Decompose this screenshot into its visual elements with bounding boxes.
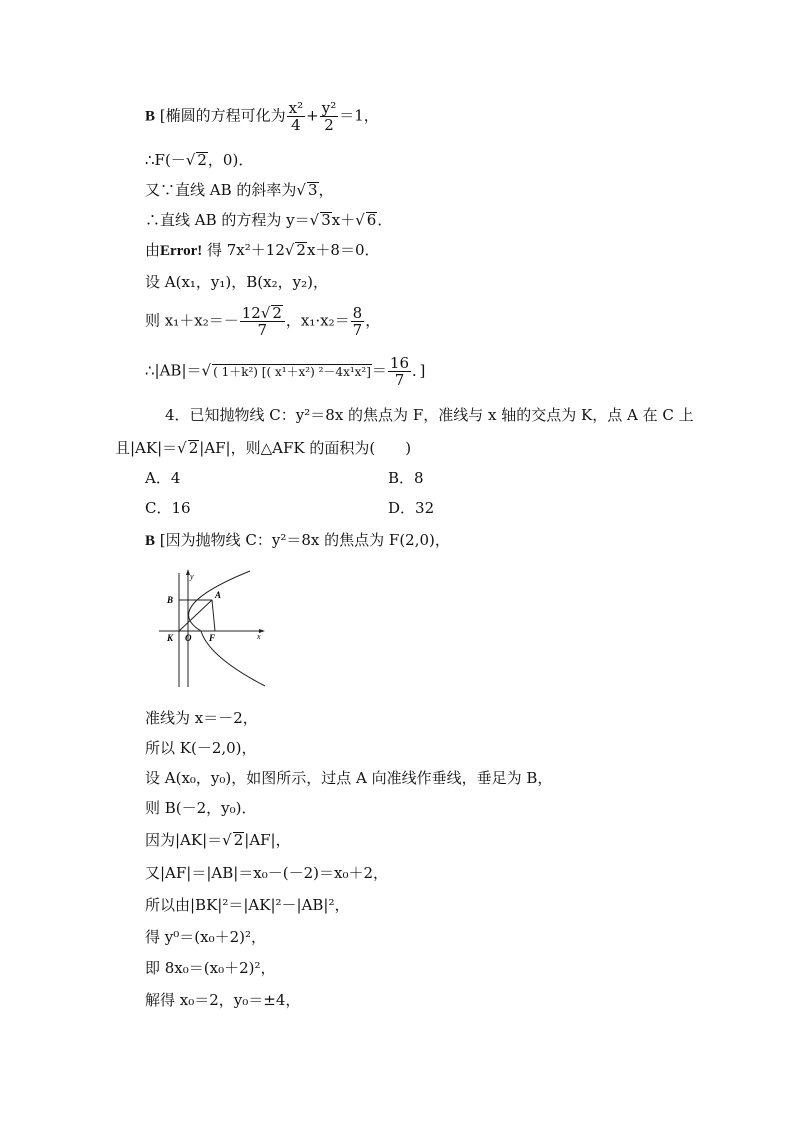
label-o: O: [185, 633, 192, 643]
answer-label: B: [145, 533, 156, 549]
solution4-step6: 又|AF|＝|AB|＝x₀－(－2)＝x₀＋2，: [145, 864, 389, 882]
question4-stem-line2: 且|AK|＝√ 2|AF|，则△AFK 的面积为( ): [115, 439, 412, 457]
label-x: x: [257, 632, 261, 641]
fraction: $\frac{\text{y²}}{2}$: [321, 99, 337, 134]
parabola-diagram: [155, 565, 270, 690]
parabola-curve: [189, 571, 265, 686]
fraction: $\frac{8}{7}$: [352, 304, 363, 339]
solution4-step8: 得 y⁰＝(x₀＋2)²，: [145, 928, 266, 946]
solution4-step5: 因为|AK|＝√ 2|AF|，: [145, 831, 291, 849]
solution4-intro: B [因为抛物线 C：y²＝8x 的焦点为 F(2,0)，: [145, 531, 450, 549]
solution3-line2: ∴F(－√ 2，0)．: [145, 151, 254, 169]
option-b[interactable]: B．8: [388, 469, 424, 487]
fraction: $\frac{\text{x²}}{4}$: [288, 99, 304, 134]
segment-ak: [179, 600, 212, 631]
solution3-line3: 又∵直线 AB 的斜率为√ 3，: [145, 181, 334, 199]
label-y: y: [190, 572, 194, 581]
solution4-step4: 则 B(－2，y₀)．: [145, 799, 257, 817]
option-a[interactable]: A．4: [145, 469, 181, 487]
segment-af: [212, 600, 215, 631]
solution4-step2: 所以 K(－2,0)，: [145, 739, 257, 757]
solution3-line5: 由Error! 得 7x²＋12√ 2x＋8＝0．: [145, 241, 380, 259]
fraction: $\frac{12√ 2}{7}$: [240, 305, 285, 338]
label-b: B: [167, 595, 174, 605]
solution4-step10: 解得 x₀＝2，y₀＝±4，: [145, 991, 301, 1009]
solution3-line4: ∴直线 AB 的方程为 y＝√ 3x＋√ 6．: [145, 211, 393, 229]
solution3-line6: 设 A(x₁，y₁)，B(x₂，y₂)，: [145, 273, 328, 291]
solution3-line1: B [椭圆的方程可化为 $\frac{\text{x²}}{4}$ + $\frac{\text{y²}}{2}$ ＝1，: [145, 99, 379, 134]
label-f: F: [209, 633, 216, 643]
solution3-line7: 则 x₁＋x₂＝－ $\frac{12√ 2}{7}$ ，x₁·x₂＝ $\frac{8}{7}$ ，: [145, 304, 381, 339]
solution4-step1: 准线为 x＝－2，: [145, 709, 258, 727]
label-k: K: [167, 633, 174, 643]
solution4-step9: 即 8x₀＝(x₀＋2)²，: [145, 959, 276, 977]
solution4-step3: 设 A(x₀，y₀)，如图所示，过点 A 向准线作垂线，垂足为 B，: [145, 769, 553, 787]
solution3-line8: ∴|AB|＝√ ( 1＋k²) [( x¹＋x²) ²－4x¹x²]＝ $\frac{16}{7}$ ．]: [145, 354, 426, 389]
fraction: $\frac{16}{7}$: [389, 354, 410, 389]
solution4-step7: 所以由|BK|²＝|AK|²－|AB|²，: [145, 896, 350, 914]
label-a: A: [215, 590, 222, 600]
option-d[interactable]: D．32: [388, 499, 435, 517]
option-c[interactable]: C．16: [145, 499, 191, 517]
question4-stem-line1: 4．已知抛物线 C：y²＝8x 的焦点为 F，准线与 x 轴的交点为 K，点 A 在 C 上: [165, 406, 694, 424]
parabola-figure: [155, 565, 270, 694]
answer-label: B: [145, 108, 156, 125]
